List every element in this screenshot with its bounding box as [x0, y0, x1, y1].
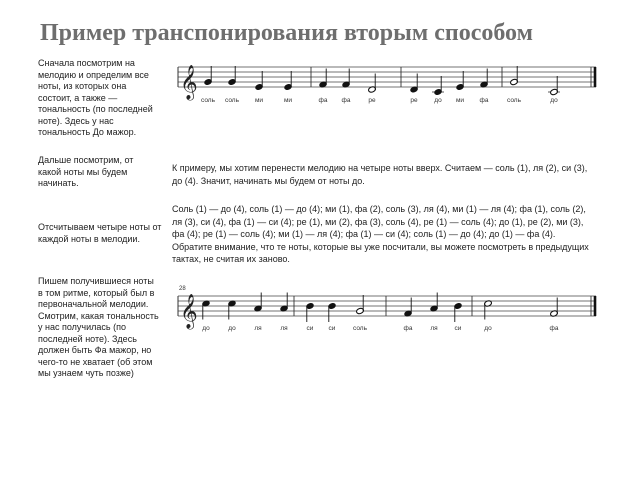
- note: [510, 66, 518, 86]
- step-3-text: Отсчитываем четыре ноты от каждой ноты в мелодии.: [38, 222, 162, 244]
- page-title: Пример транспонирования вторым способом: [40, 20, 533, 46]
- note-name-label: соль: [225, 97, 239, 104]
- note: [454, 302, 462, 322]
- note: [368, 74, 376, 94]
- note: [410, 74, 418, 94]
- note: [484, 300, 492, 320]
- note: [480, 69, 488, 89]
- note-name-label: фа: [549, 325, 559, 332]
- note: [228, 300, 236, 320]
- note-name-label: ре: [410, 97, 418, 104]
- note: [550, 298, 558, 318]
- step-1-text: Сначала посмотрим на мелодию и определим все ноты, из которых она состоит, а также — тональность (по последней ноте). Здесь у нас тональность До мажор.: [38, 58, 153, 137]
- measure-number: 28: [179, 286, 186, 292]
- note: [456, 71, 464, 91]
- note-name-label: до: [550, 97, 558, 104]
- note: [204, 66, 212, 86]
- note-name-label: до: [434, 97, 442, 104]
- note: [328, 302, 336, 322]
- note: [202, 300, 210, 320]
- note-name-label: фа: [341, 97, 351, 104]
- note-name-label: ре: [368, 97, 376, 104]
- note: [284, 71, 292, 91]
- note-name-label: ми: [455, 97, 465, 104]
- note: [548, 76, 560, 96]
- note-name-label: ля: [280, 325, 288, 332]
- explanation-count: Соль (1) — до (4), соль (1) — до (4); ми (1), фа (2), соль (3), ля (4), ми (1) — ля (4); фа (1), соль (2), ля (3), си (4), фа (1) — си (4); ре (1), ми (2), фа (3), соль (4), ре (1) — соль (4); до (1), ре (2), ми (3), фа (4); ре (1) — соль (4); ми (1) — ля (4); фа (1) — си (4); соль (1) — до (4); до (1) — фа (4). Обратите внимание, что те ноты, которые вы уже посчитали, вы можете посмотреть в предыдущих тактах, не считая их заново.: [172, 204, 589, 264]
- note-name-label: си: [454, 325, 462, 332]
- note-name-label: ля: [430, 325, 438, 332]
- note: [228, 66, 236, 86]
- step-2-text: Дальше посмотрим, от какой ноты мы будем начинать.: [38, 155, 134, 188]
- note-name-label: фа: [318, 97, 328, 104]
- note-name-label: до: [484, 325, 492, 332]
- note-name-label: ля: [254, 325, 262, 332]
- step-4-text: Пишем получившиеся ноты в том ритме, который был в первоначальной мелодии. Смотрим, какая тональность у нас получилась (по последней ноте). Здесь должен быть Фа мажор, но чего-то не хватает (об этом мы узнаем чуть позже): [38, 276, 159, 378]
- note-name-label: си: [306, 325, 314, 332]
- original-melody-staff: [176, 58, 598, 110]
- note-name-label: соль: [201, 97, 215, 104]
- note-name-label: ми: [283, 97, 293, 104]
- note-name-label: соль: [507, 97, 521, 104]
- note-name-label: до: [228, 325, 236, 332]
- treble-clef-icon: 𝄞: [180, 66, 198, 99]
- note-name-label: фа: [479, 97, 489, 104]
- note: [306, 302, 314, 322]
- note-name-label: си: [328, 325, 336, 332]
- explanation-start-note: К примеру, мы хотим перенести мелодию на четыре ноты вверх. Считаем — соль (1), ля (2), си (3), до (4). Значит, начинать мы будем от ноты до.: [172, 163, 588, 186]
- note-name-label: фа: [403, 325, 413, 332]
- note: [254, 293, 262, 313]
- note: [430, 293, 438, 313]
- note-name-label: ми: [254, 97, 264, 104]
- note: [255, 71, 263, 91]
- note: [319, 69, 327, 89]
- note-name-label: до: [202, 325, 210, 332]
- note: [280, 293, 288, 313]
- note-name-label: соль: [353, 325, 367, 332]
- note: [432, 76, 444, 96]
- note: [356, 295, 364, 315]
- note: [404, 298, 412, 318]
- treble-clef-icon: 𝄞: [180, 295, 198, 328]
- transposed-melody-staff: [176, 284, 598, 338]
- note: [342, 69, 350, 89]
